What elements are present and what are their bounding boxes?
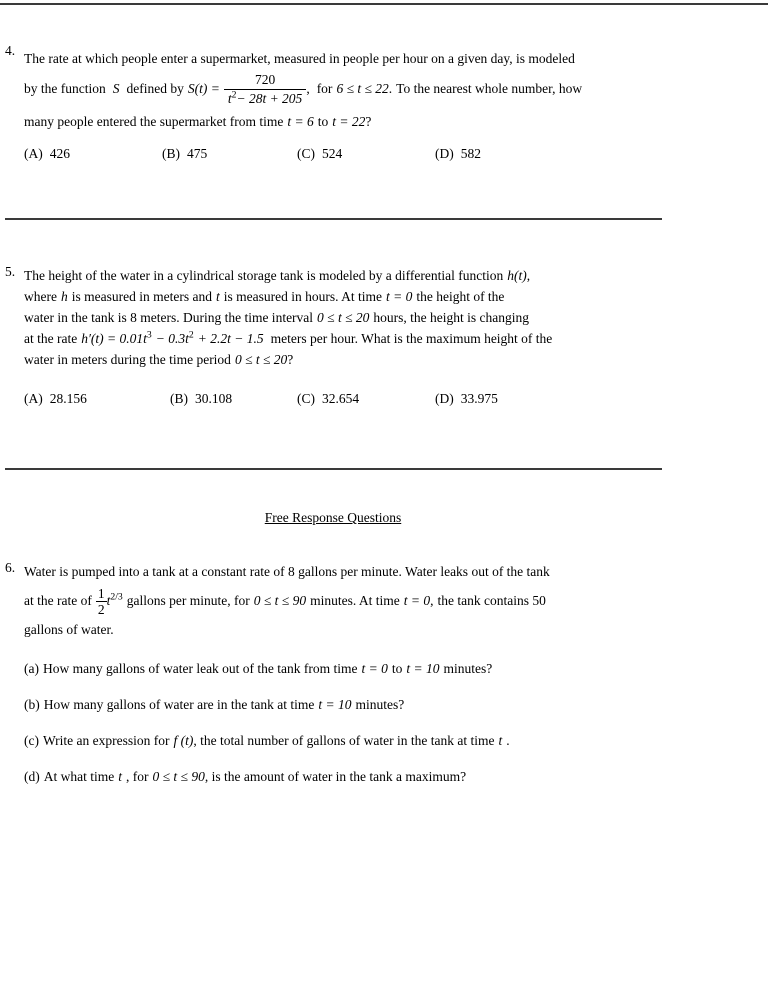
part-b-text-post: minutes? — [355, 697, 405, 712]
part-b-text-pre: How many gallons of water are in the tank at time — [43, 697, 315, 712]
part-d-math-2: 0 ≤ t ≤ 90 — [152, 769, 205, 784]
question-4-line-2-text-d: To the nearest whole number, how — [396, 81, 583, 97]
part-c-text-post: . — [506, 733, 510, 748]
question-4-line-1-text: The rate at which people enter a supermarket, measured in people per hour on a given day, is modeled — [24, 51, 575, 66]
fraction-720-over-quadratic — [224, 72, 306, 106]
question-4-line-3-text-b: to — [317, 114, 329, 130]
free-response-section-heading — [0, 510, 666, 526]
section-divider-1 — [5, 218, 662, 220]
part-b-math-1: t = 10 — [318, 697, 352, 712]
question-5-line-2-text-d: the height of the — [416, 289, 505, 304]
part-c-math-1: f (t) — [173, 733, 194, 748]
question-4-choice-b[interactable] — [162, 146, 207, 162]
question-5-line-2-text-c: is measured in hours. At time — [223, 289, 382, 304]
part-a-text-mid: to — [391, 661, 403, 676]
choice-c-label: (C) — [297, 146, 315, 161]
domain-0-to-90: 0 ≤ t ≤ 90 — [253, 593, 307, 608]
question-6-body — [24, 561, 624, 641]
section-heading-text: Free Response Questions — [264, 510, 402, 525]
question-6-line-2-text-b: gallons per minute, for — [126, 593, 250, 608]
choice-b-label: (B) — [162, 146, 180, 161]
denominator-variable: t — [227, 90, 232, 106]
question-6-line-2-text-a: at the rate of — [24, 593, 92, 608]
question-4 — [0, 44, 700, 136]
top-horizontal-rule — [0, 3, 768, 5]
question-5-number: 5. — [5, 264, 16, 279]
question-6-part-b — [24, 697, 404, 713]
question-5-line-1-text: The height of the water in a cylindrical storage tank is modeled by a differential function — [24, 268, 504, 283]
formula-leak-rate — [96, 585, 123, 618]
question-5-line-2-text-a: where — [24, 289, 57, 304]
h-prime-term-2: − 0.3t — [155, 331, 189, 346]
question-4-period: . — [388, 81, 393, 97]
question-4-choice-c[interactable] — [297, 146, 342, 162]
choice-c-value: 32.654 — [322, 391, 360, 406]
question-4-line-3-text-a: many people entered the supermarket from time — [24, 114, 284, 130]
part-d-text-pre: At what time — [43, 769, 115, 784]
function-symbol-S: S — [112, 81, 120, 97]
question-5-question-mark: ? — [287, 352, 294, 367]
variable-t: t — [215, 289, 220, 304]
fraction-numerator: 1 — [97, 585, 105, 601]
question-6 — [0, 561, 700, 641]
question-6-line-2-text-c: minutes. At time — [310, 593, 400, 608]
choice-c-label: (C) — [297, 391, 315, 406]
rate-variable-t: t — [106, 593, 111, 608]
question-4-choice-d[interactable] — [435, 146, 481, 162]
part-a-text-post: minutes? — [443, 661, 493, 676]
choice-b-label: (B) — [170, 391, 188, 406]
h-prime-lhs: h′(t) = 0.01t — [81, 331, 147, 346]
formula-lhs: S(t) = — [187, 81, 220, 97]
question-4-line-3 — [24, 107, 628, 136]
question-6-line-1 — [24, 561, 624, 583]
choice-d-label: (D) — [435, 391, 454, 406]
question-6-line-3 — [24, 619, 624, 641]
section-divider-2 — [5, 468, 662, 470]
question-5-line-4-text-a: at the rate — [24, 331, 78, 346]
question-5-line-5-text-a: water in meters during the time period — [24, 352, 231, 367]
question-5-choice-d[interactable] — [435, 391, 498, 407]
question-4-line-2-text-a: by the function — [24, 81, 106, 97]
question-5-choices — [0, 391, 700, 411]
time-value-t-equals-0: t = 0 — [403, 593, 431, 608]
part-c-math-2: t — [498, 733, 503, 748]
denominator-exponent: 2 — [231, 89, 237, 101]
question-4-comma: , — [306, 81, 310, 97]
part-d-text-post: , is the amount of water in the tank a maximum? — [204, 769, 467, 784]
question-4-line-2 — [24, 73, 628, 107]
question-6-part-d — [24, 769, 466, 785]
choice-d-value: 33.975 — [460, 391, 498, 406]
rate-exponent-two-thirds: 2/3 — [110, 591, 123, 603]
formula-h-prime-of-t — [81, 331, 263, 346]
time-value-t-equals-0: t = 0 — [385, 289, 413, 304]
question-6-part-a — [24, 661, 492, 677]
question-6-comma: , — [430, 593, 434, 608]
question-5-line-2 — [24, 286, 644, 307]
part-b-label: (b) — [24, 697, 40, 712]
question-4-body — [24, 44, 628, 136]
h-prime-exponent-2: 2 — [188, 329, 194, 341]
question-5-line-4-text-b: meters per hour. What is the maximum height of the — [270, 331, 553, 346]
part-a-text-pre: How many gallons of water leak out of the tank from time — [42, 661, 358, 676]
part-d-math-1: t — [118, 769, 123, 784]
part-a-math-2: t = 10 — [406, 661, 440, 676]
question-6-line-3-text: gallons of water. — [24, 622, 114, 637]
question-4-question-mark: ? — [365, 114, 372, 130]
formula-S-of-t — [187, 72, 306, 106]
question-6-line-2 — [24, 583, 624, 619]
fraction-numerator: 720 — [224, 72, 306, 90]
variable-h: h — [60, 289, 68, 304]
choice-a-value: 426 — [49, 146, 70, 161]
choice-b-value: 475 — [187, 146, 208, 161]
question-6-line-1-text: Water is pumped into a tank at a constant rate of 8 gallons per minute. Water leaks out of the tank — [24, 564, 550, 579]
question-5-choice-c[interactable] — [297, 391, 359, 407]
time-value-t-equals-22: t = 22 — [332, 114, 366, 130]
question-5-choice-a[interactable] — [24, 391, 87, 407]
part-c-text-mid: , the total number of gallons of water in the tank at time — [193, 733, 495, 748]
question-6-part-c — [24, 733, 510, 749]
question-6-line-2-text-d: the tank contains 50 — [437, 593, 546, 608]
question-5-line-3-text-a: water in the tank is 8 meters. During the time interval — [24, 310, 314, 325]
question-4-line-2-text-c: for — [316, 81, 333, 97]
question-4-number: 4. — [5, 43, 16, 58]
question-4-line-1 — [24, 44, 628, 73]
h-prime-remaining-terms: + 2.2t − 1.5 — [197, 331, 264, 346]
question-5-line-5 — [24, 349, 644, 370]
part-a-math-1: t = 0 — [361, 661, 388, 676]
part-d-label: (d) — [24, 769, 40, 784]
choice-c-value: 524 — [322, 146, 343, 161]
domain-0-to-20: 0 ≤ t ≤ 20 — [317, 310, 370, 325]
domain-6-to-22: 6 ≤ t ≤ 22 — [336, 81, 389, 97]
choice-a-label: (A) — [24, 391, 43, 406]
question-5-line-4 — [24, 328, 644, 349]
question-5-line-2-text-b: is measured in meters and — [71, 289, 212, 304]
choice-d-label: (D) — [435, 146, 454, 161]
question-6-number: 6. — [5, 560, 16, 575]
part-c-label: (c) — [24, 733, 39, 748]
question-5 — [0, 265, 700, 370]
question-5-line-3-text-b: hours, the height is changing — [373, 310, 529, 325]
question-5-body — [24, 265, 644, 370]
fraction-denominator: 2 — [97, 602, 105, 618]
question-5-choice-b[interactable] — [170, 391, 232, 407]
time-value-t-equals-6: t = 6 — [287, 114, 314, 130]
choice-d-value: 582 — [460, 146, 481, 161]
domain-0-to-20-repeat: 0 ≤ t ≤ 20 — [234, 352, 288, 367]
fraction-denominator — [224, 90, 306, 107]
part-d-text-mid: , for — [126, 769, 149, 784]
h-prime-exponent-3: 3 — [146, 329, 152, 341]
question-5-line-3 — [24, 307, 644, 328]
choice-b-value: 30.108 — [195, 391, 233, 406]
question-4-choices — [0, 146, 700, 166]
choice-a-label: (A) — [24, 146, 43, 161]
function-h-of-t: h(t) — [507, 268, 527, 283]
question-5-line-1 — [24, 265, 644, 286]
choice-a-value: 28.156 — [49, 391, 87, 406]
fraction-one-half — [96, 586, 107, 618]
question-5-comma-1: , — [526, 268, 531, 283]
question-4-line-2-text-b: defined by — [126, 81, 184, 97]
part-a-label: (a) — [24, 661, 39, 676]
part-c-text-pre: Write an expression for — [42, 733, 170, 748]
question-4-choice-a[interactable] — [24, 146, 70, 162]
denominator-rest: − 28t + 205 — [236, 90, 303, 106]
